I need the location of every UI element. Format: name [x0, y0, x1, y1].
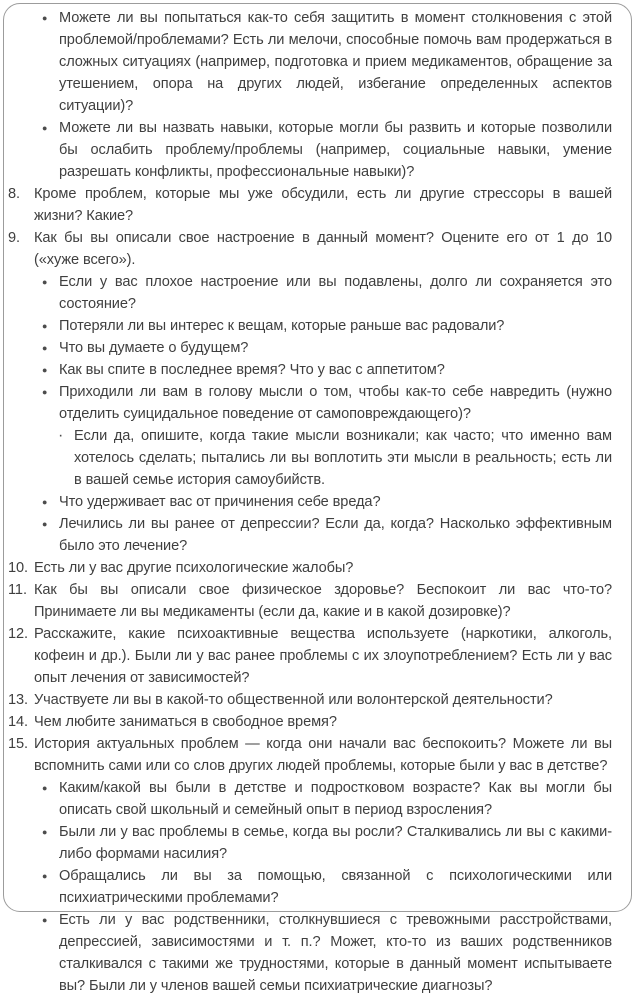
- list-item: [0, 821, 636, 865]
- list-item: [0, 381, 636, 425]
- item-number: 9.: [8, 230, 20, 246]
- item-number: 14.: [8, 714, 28, 730]
- item-number: 10.: [8, 560, 28, 576]
- item-text: Что удерживает вас от причинения себе вреда?: [59, 494, 381, 510]
- list-item: [0, 315, 636, 337]
- list-item: [0, 117, 636, 183]
- list-item: [0, 337, 636, 359]
- question-list: [0, 7, 636, 997]
- list-item: [0, 909, 636, 997]
- item-text: Есть ли у вас другие психологические жалобы?: [34, 560, 354, 576]
- item-text: Каким/какой вы были в детстве и подростковом возрасте? Как вы могли бы описать свой школьный и семейный опыт в период взросления?: [59, 780, 612, 818]
- item-text: Чем любите заниматься в свободное время?: [34, 714, 337, 730]
- item-number: 12.: [8, 626, 28, 642]
- item-text: Лечились ли вы ранее от депрессии? Если да, когда? Насколько эффективным было это лечение?: [59, 516, 612, 554]
- item-number: 11.: [8, 582, 27, 598]
- list-item: [0, 865, 636, 909]
- bullet-icon: ●: [42, 365, 48, 375]
- bullet-icon: ●: [42, 343, 48, 353]
- bullet-icon: ●: [42, 387, 48, 397]
- item-text: Что вы думаете о будущем?: [59, 340, 249, 356]
- bullet-icon: ●: [42, 123, 48, 133]
- item-text: Есть ли у вас родственники, столкнувшиеся с тревожными расстройствами, депрессией, зависимостями и т. п.? Может, кто-то из ваших родственников сталкивался с такими же трудностями, которые в данный момент испытываете вы? Были ли у членов вашей семьи психиатрические диагнозы?: [59, 912, 612, 994]
- item-text: Расскажите, какие психоактивные вещества используете (наркотики, алкоголь, кофеин и др.). Были ли у вас ранее проблемы с их злоупотреблением? Есть ли у вас опыт лечения от зависимостей?: [34, 626, 612, 686]
- item-text: Если да, опишите, когда такие мысли возникали; как часто; что именно вам хотелось сделать; пытались ли вы воплотить эти мысли в реальность; есть ли в вашей семье история самоубийств.: [74, 428, 612, 488]
- item-text: Приходили ли вам в голову мысли о том, чтобы как-то себе навредить (нужно отделить суицидальное поведение от самоповреждающего)?: [59, 384, 612, 422]
- item-text: История актуальных проблем — когда они начали вас беспокоить? Можете ли вы вспомнить сами или со слов других людей проблемы, которые были у вас в детстве?: [34, 736, 612, 774]
- item-number: 8.: [8, 186, 20, 202]
- list-item: [0, 579, 636, 623]
- list-item: [0, 711, 636, 733]
- item-text: Были ли у вас проблемы в семье, когда вы росли? Сталкивались ли вы с какими-либо формами насилия?: [59, 824, 612, 862]
- bullet-icon: ●: [42, 277, 48, 287]
- list-item: [0, 7, 636, 117]
- item-text: Можете ли вы назвать навыки, которые могли бы развить и которые позволили бы ослабить проблему/проблемы (например, социальные навыки, умение разрешать конфликты, профессиональные навыки)?: [59, 120, 612, 180]
- item-text: Участвуете ли вы в какой-то общественной или волонтерской деятельности?: [34, 692, 553, 708]
- sub-bullet-icon: ·: [58, 427, 64, 444]
- bullet-icon: ●: [42, 827, 48, 837]
- list-item: [0, 491, 636, 513]
- item-text: Как бы вы описали свое настроение в данный момент? Оцените его от 1 до 10 («хуже всего»).: [34, 230, 612, 268]
- list-item: [0, 183, 636, 227]
- bullet-icon: ●: [42, 519, 48, 529]
- bullet-icon: ●: [42, 321, 48, 331]
- list-item: [0, 227, 636, 271]
- item-text: Можете ли вы попытаться как-то себя защитить в момент столкновения с этой проблемой/проблемами? Есть ли мелочи, способные помочь вам продержаться в сложных ситуациях (например, подготовка и прием медикаментов, обращение за утешением, опора на других людей, избегание определенных аспектов ситуации)?: [59, 10, 612, 114]
- bullet-icon: ●: [42, 497, 48, 507]
- item-number: 13.: [8, 692, 28, 708]
- item-text: Обращались ли вы за помощью, связанной с психологическими или психиатрическими проблемами?: [59, 868, 612, 906]
- bullet-icon: ●: [42, 13, 48, 23]
- list-item: [0, 557, 636, 579]
- bullet-icon: ●: [42, 783, 48, 793]
- list-item: [0, 513, 636, 557]
- item-text: Как вы спите в последнее время? Что у вас с аппетитом?: [59, 362, 445, 378]
- item-text: Потеряли ли вы интерес к вещам, которые раньше вас радовали?: [59, 318, 505, 334]
- item-text: Если у вас плохое настроение или вы подавлены, долго ли сохраняется это состояние?: [59, 274, 612, 312]
- list-item: [0, 425, 636, 491]
- list-item: [0, 777, 636, 821]
- list-item: [0, 359, 636, 381]
- list-item: [0, 271, 636, 315]
- list-item: [0, 689, 636, 711]
- bullet-icon: ●: [42, 871, 48, 881]
- list-item: [0, 733, 636, 777]
- item-text: Кроме проблем, которые мы уже обсудили, есть ли другие стрессоры в вашей жизни? Какие?: [34, 186, 612, 224]
- bullet-icon: ●: [42, 915, 48, 925]
- list-item: [0, 623, 636, 689]
- item-text: Как бы вы описали свое физическое здоровье? Беспокоит ли вас что-то? Принимаете ли вы медикаменты (если да, какие и в какой дозировке)?: [34, 582, 612, 620]
- item-number: 15.: [8, 736, 28, 752]
